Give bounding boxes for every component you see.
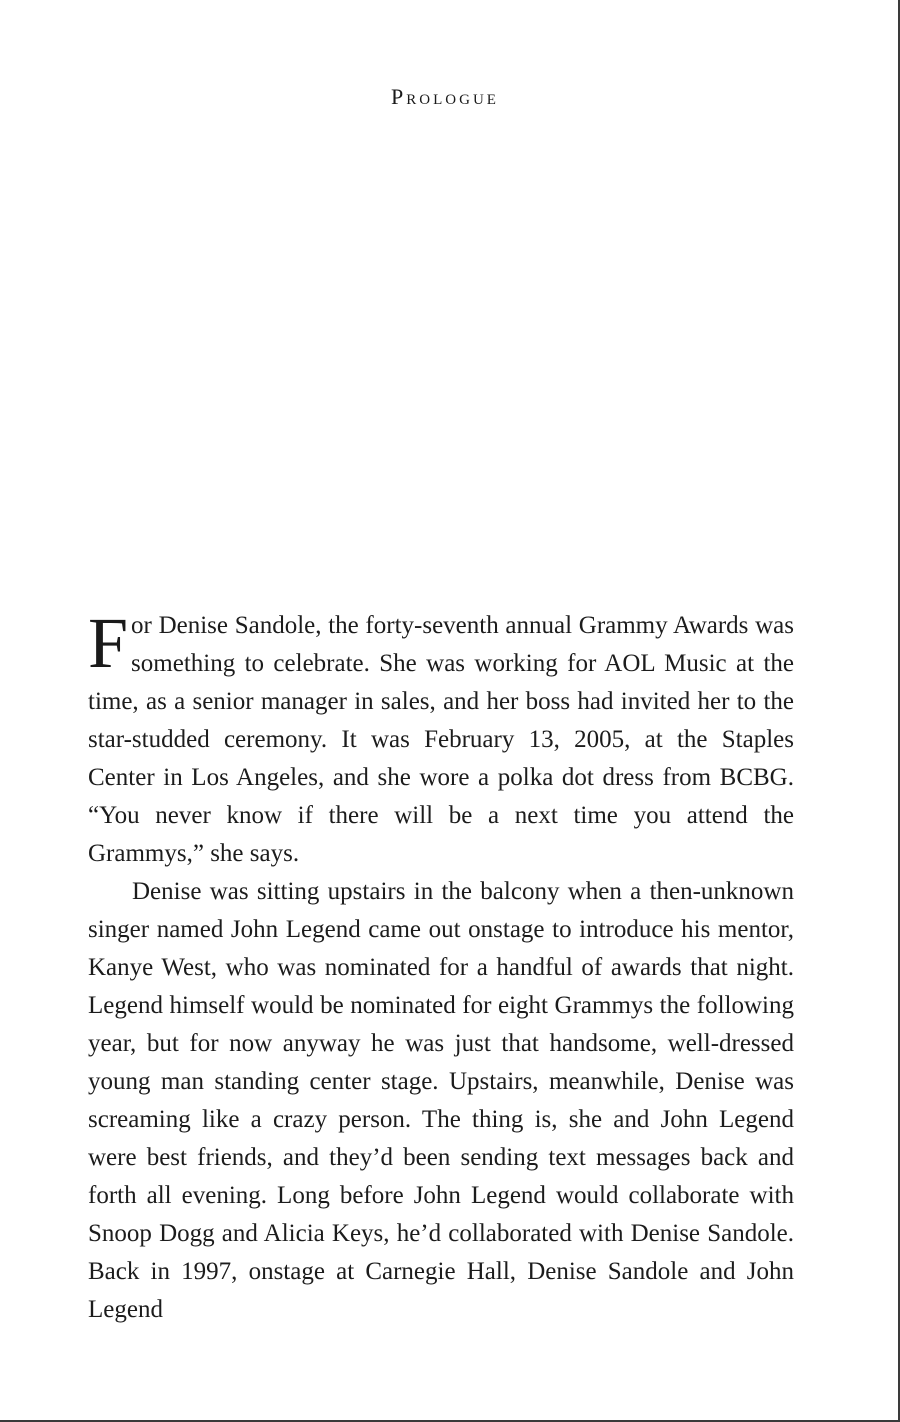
drop-cap: F bbox=[88, 603, 129, 683]
paragraph-text: or Denise Sandole, the forty-seventh annual Grammy Awards was something to celebrate. She was working for AOL Music at the time, as a senior manager in sales, and her boss had invited her to the star-studded ceremony. It was February 13, 2005, at the Staples Center in Los Angeles, and she wore a polka dot dress from BCBG. “You never know if there will be a next time you attend the Grammys,” she says. bbox=[88, 612, 794, 867]
chapter-title: Prologue bbox=[391, 84, 499, 109]
paragraph-opening bbox=[88, 603, 794, 873]
body-text bbox=[88, 603, 794, 1329]
paragraph: Denise was sitting upstairs in the balcony when a then-unknown singer named John Legend came out onstage to introduce his mentor, Kanye West, who was nominated for a handful of awards that night. Legend himself would be nominated for eight Grammys the following year, but for now anyway he was just that handsome, well-dressed young man standing center stage. Upstairs, meanwhile, Denise was screaming like a crazy person. The thing is, she and John Legend were best friends, and they’d been sending text messages back and forth all evening. Long before John Legend would collaborate with Snoop Dogg and Alicia Keys, he’d collaborated with Denise Sandole. Back in 1997, onstage at Carnegie Hall, Denise Sandole and John Legend bbox=[88, 878, 794, 1323]
